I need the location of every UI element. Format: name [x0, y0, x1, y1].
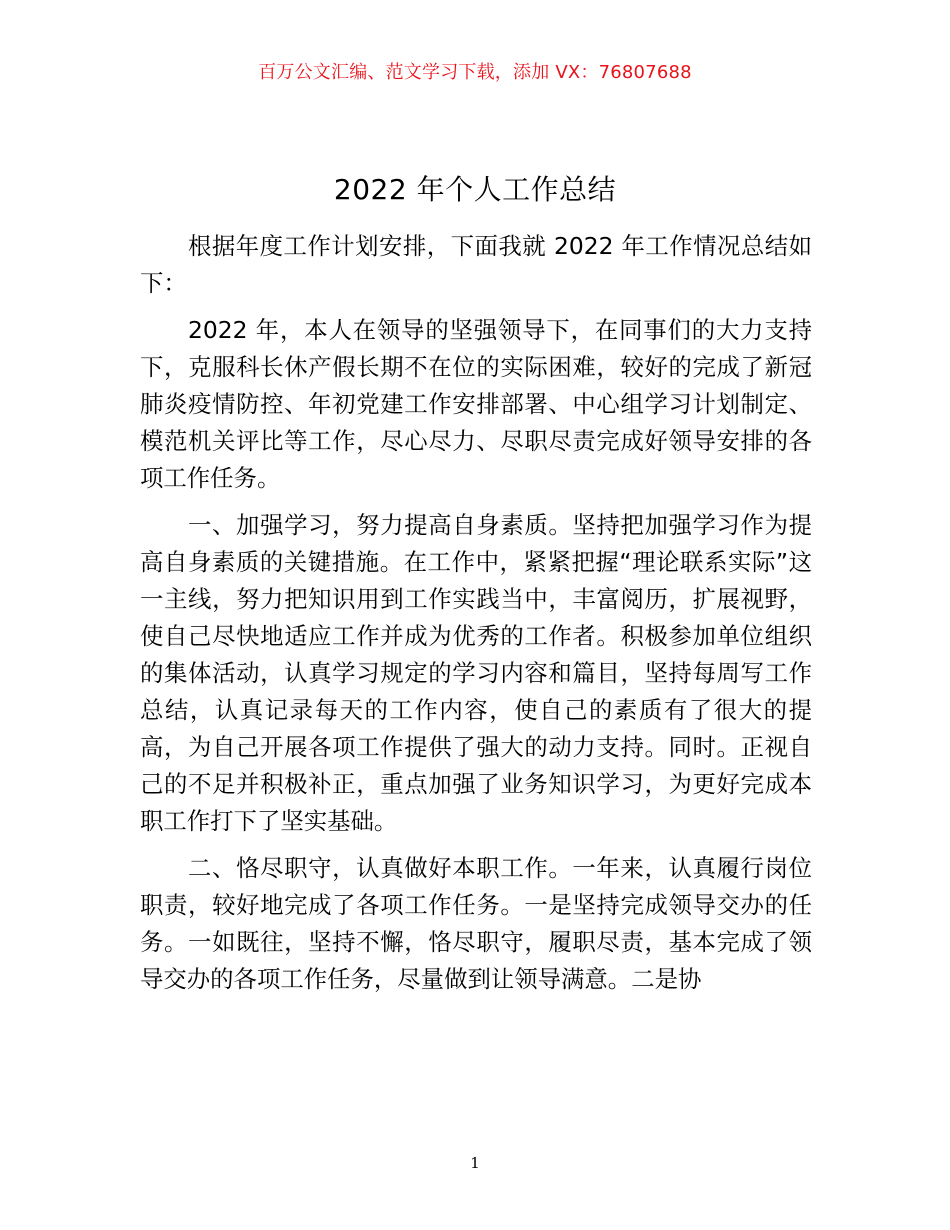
document-title: 2022 年个人工作总结 [333, 173, 617, 206]
paragraph-intro: 根据年度工作计划安排，下面我就 2022 年工作情况总结如下： [140, 232, 812, 297]
paragraph-overview: 2022 年，本人在领导的坚强领导下，在同事们的大力支持下，克服科长休产假长期不在位的实际困难，较好的完成了新冠肺炎疫情防控、年初党建工作安排部署、中心组学习计划制定、模范机关评比等工作，尽心尽力、尽职尽责完成好领导安排的各项工作任务。 [140, 316, 812, 492]
paragraph-section-1: 一、加强学习，努力提高自身素质。坚持把加强学习作为提高自身素质的关键措施。在工作中，紧紧把握“理论联系实际”这一主线，努力把知识用到工作实践当中，丰富阅历，扩展视野，使自己尽快地适应工作并成为优秀的工作者。积极参加单位组织的集体活动，认真学习规定的学习内容和篇目，坚持每周写工作总结，认真记录每天的工作内容，使自己的素质有了很大的提高，为自己开展各项工作提供了强大的动力支持。同时。正视自己的不足并积极补正，重点加强了业务知识学习，为更好完成本职工作打下了坚实基础。 [140, 511, 812, 835]
page-number: 1 [470, 1154, 480, 1172]
paragraph-section-2: 二、恪尽职守，认真做好本职工作。一年来，认真履行岗位职责，较好地完成了各项工作任务。一是坚持完成领导交办的任务。一如既往，坚持不懈，恪尽职守，履职尽责，基本完成了领导交办的各项工作任务，尽量做到让领导满意。二是协 [140, 854, 812, 993]
document-body [140, 228, 812, 1008]
header-note: 百万公文汇编、范文学习下载，添加 VX：76807688 [258, 62, 692, 83]
